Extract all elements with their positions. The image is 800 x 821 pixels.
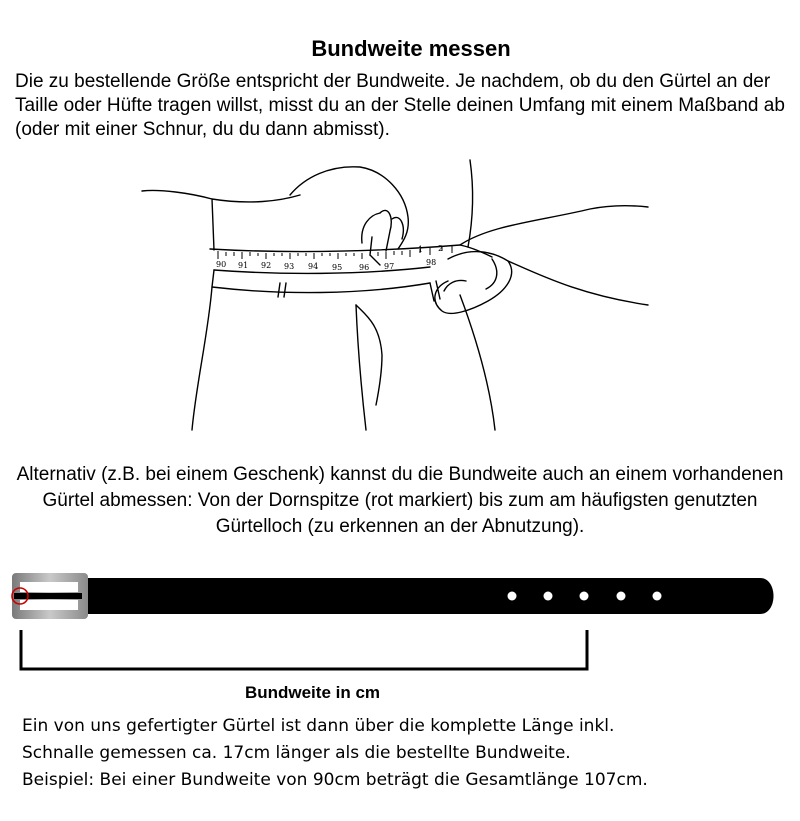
measurement-bracket [21, 630, 587, 669]
belt-hole [580, 592, 589, 601]
belt-strap [82, 578, 774, 614]
tape-tick-label: 98 [426, 258, 437, 267]
left-hand [290, 167, 408, 249]
belt-hole [544, 592, 553, 601]
note-paragraph [22, 713, 792, 794]
pants-left-leg [192, 287, 212, 430]
tape-tick-label: 1 [418, 245, 424, 254]
pants-right-leg [460, 295, 495, 430]
tape-tick-label: 92 [261, 261, 272, 270]
right-hand [435, 252, 512, 314]
tape-tick-label: 90 [216, 260, 227, 269]
tape-tick-label: 94 [308, 262, 319, 271]
measuring-illustration [130, 155, 650, 435]
tape-tick-label: 91 [238, 261, 249, 270]
belt-diagram [0, 565, 800, 675]
belt-hole [617, 592, 626, 601]
tape-top-edge [210, 245, 492, 257]
shirt-right-side [468, 160, 473, 247]
note-line: Ein von uns gefertigter Gürtel ist dann über die komplette Länge inkl. [22, 716, 615, 736]
tape-tick-label: 2 [438, 244, 444, 253]
tape-tick-label: 95 [332, 263, 343, 272]
alternative-paragraph: Alternativ (z.B. bei einem Geschenk) kannst du die Bundweite auch an einem vorhandenen Gürtel abmessen: Von der Dornspitze (rot markiert) bis zum am häufigsten genutzten Gürtelloch (zu erkennen an der Abnutzung). [16, 464, 784, 537]
page-title: Bundweite messen [311, 36, 511, 61]
intro-paragraph: Die zu bestellende Größe entspricht der Bundweite. Je nachdem, ob du den Gürtel an der Taille oder Hüfte tragen willst, misst du an der Stelle deinen Umfang mit einem Maßband ab (oder mit einer Schnur, du du dann abmisst). [15, 71, 785, 140]
tape-tick-label: 97 [384, 262, 395, 271]
note-line: Beispiel: Bei einer Bundweite von 90cm beträgt die Gesamtlänge 107cm. [22, 770, 648, 790]
note-line: Schnalle gemessen ca. 17cm länger als die bestellte Bundweite. [22, 743, 571, 763]
tape-tick-label: 96 [359, 263, 370, 272]
tape-tick-label: 93 [284, 262, 295, 271]
right-arm [460, 206, 648, 245]
shirt-left-side [142, 190, 214, 250]
belt-hole [508, 592, 517, 601]
bracket-label: Bundweite in cm [244, 683, 381, 702]
buckle-prong [14, 593, 82, 599]
belt-hole [653, 592, 662, 601]
pants-center-fold [356, 305, 366, 430]
